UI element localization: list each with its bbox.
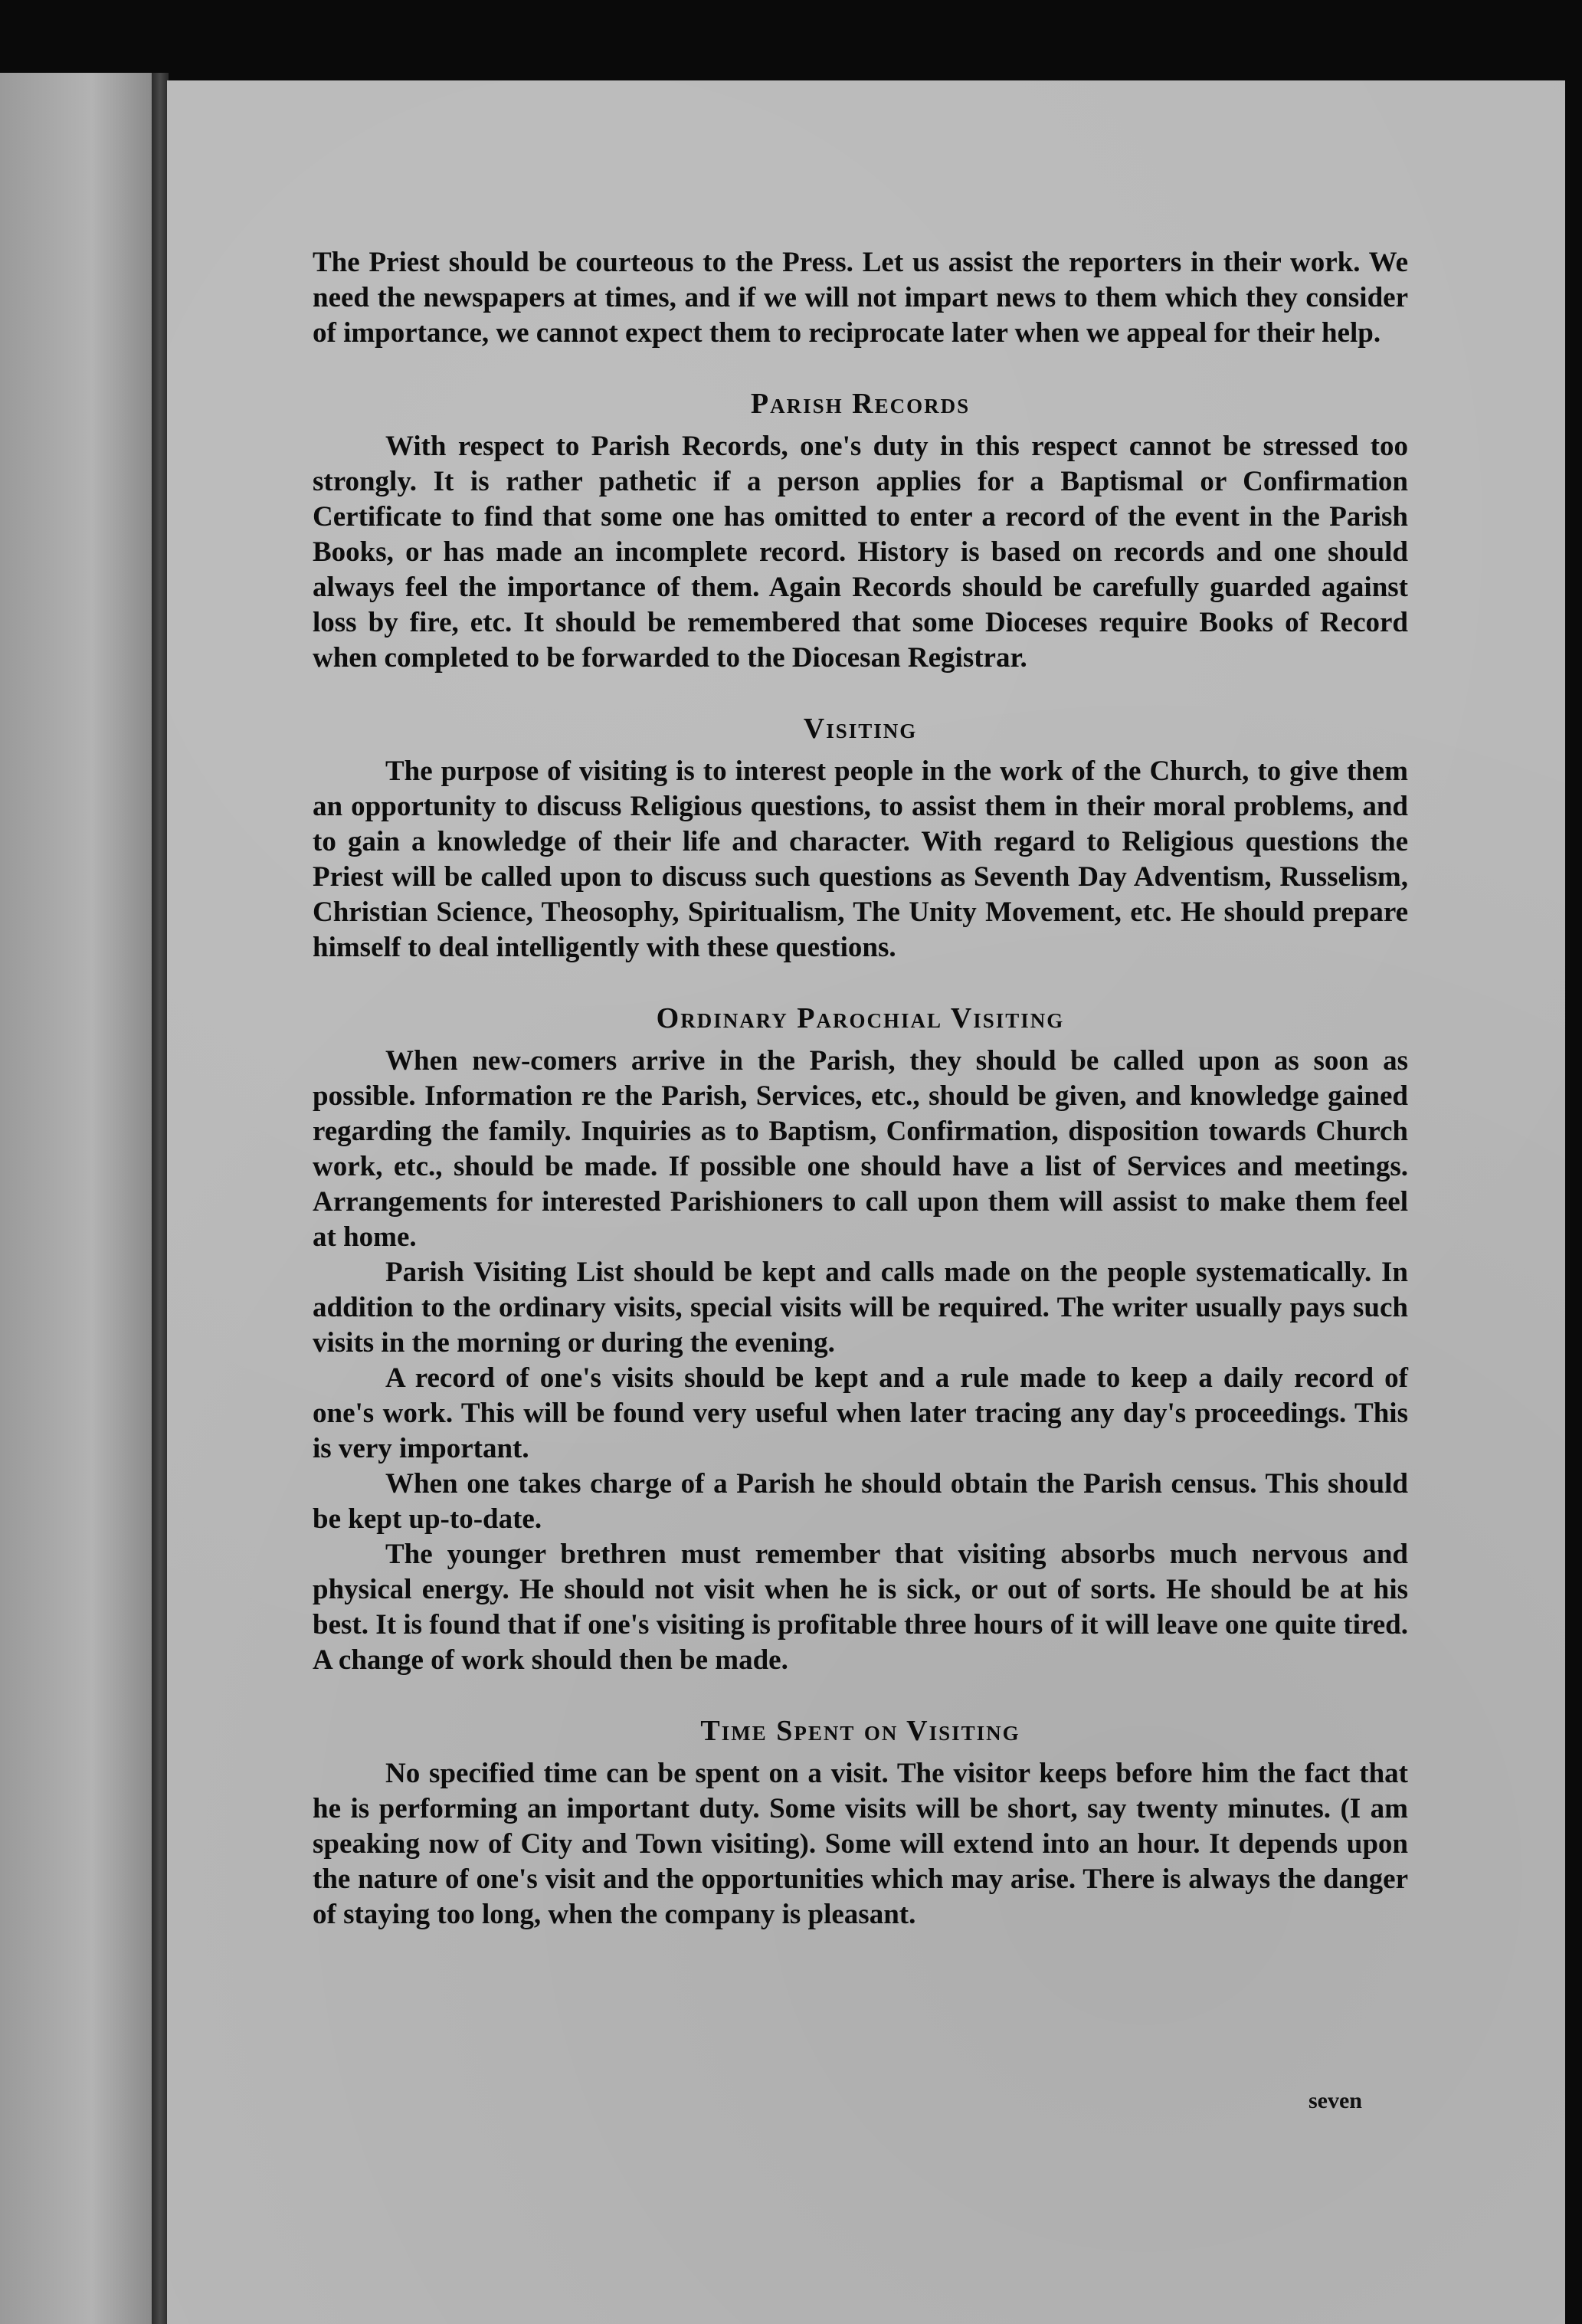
paragraph: The younger brethren must remember that visiting absorbs much nervous and physical energy. He should not visit when he is sick, or out of sorts. He should be at his best. It is found that if one's visiting is profitable three hours of it will leave one quite tired. A change of work should then be made. xyxy=(313,1539,1408,1676)
paragraph: Parish Visiting List should be kept and calls made on the people systematically. In addition to the ordinary visits, special visits will be required. The writer usually pays such visits in the morning or during the evening. xyxy=(313,1257,1408,1359)
paragraph: The purpose of visiting is to interest people in the work of the Church, to give them an opportunity to discuss Religious questions, to assist them in their moral problems, and to gain a knowledge of their life and character. With regard to Religious questions the Priest will be called upon to discuss such questions as Seventh Day Adventism, Russelism, Christian Science, Theosophy, Spiritualism, The Unity Movement, etc. He should prepare himself to deal intelligently with these questions. xyxy=(313,756,1408,963)
page-text xyxy=(313,245,1408,1932)
paragraph: When new-comers arrive in the Parish, they should be called upon as soon as possible. Information re the Parish, Services, etc., should be given, and knowledge gained regarding the family. Inquiries as to Baptism, Confirmation, disposition towards Church work, etc., should be made. If possible one should have a list of Services and meetings. Arrangements for interested Parishioners to call upon them will assist to make them feel at home. xyxy=(313,1045,1408,1253)
section-heading-parish-records: Parish Records xyxy=(750,388,971,420)
section-heading-visiting: Visiting xyxy=(803,713,918,745)
section-heading-time-spent-on-visiting: Time Spent on Visiting xyxy=(700,1715,1020,1747)
page-number: seven xyxy=(1309,2088,1362,2113)
facing-page-edge xyxy=(0,73,153,2324)
paragraph: With respect to Parish Records, one's duty in this respect cannot be stressed too strongly. It is rather pathetic if a person applies for a Baptismal or Confirmation Certificate to find that some one has omitted to enter a record of the event in the Parish Books, or has made an incomplete record. History is based on records and one should always feel the importance of them. Again Records should be carefully guarded against loss by fire, etc. It should be remembered that some Dioceses require Books of Record when completed to be forwarded to the Diocesan Registrar. xyxy=(313,431,1408,674)
book-gutter xyxy=(152,73,169,2324)
section-heading-ordinary-parochial-visiting: Ordinary Parochial Visiting xyxy=(656,1002,1065,1034)
paragraph: No specified time can be spent on a visit. The visitor keeps before him the fact that he is performing an important duty. Some visits will be short, say twenty minutes. (I am speaking now of City and Town visiting). Some will extend into an hour. It depends upon the nature of one's visit and the opportunities which may arise. There is always the danger of staying too long, when the company is pleasant. xyxy=(313,1758,1408,1930)
intro-paragraph: The Priest should be courteous to the Press. Let us assist the reporters in their work. We need the newspapers at times, and if we will not impart news to them which they consider of importance, we cannot expect them to reciprocate later when we appeal for their help. xyxy=(313,247,1408,349)
paragraph: When one takes charge of a Parish he should obtain the Parish census. This should be kept up-to-date. xyxy=(313,1468,1408,1535)
paragraph: A record of one's visits should be kept and a rule made to keep a daily record of one's work. This will be found very useful when later tracing any day's proceedings. This is very important. xyxy=(313,1362,1408,1464)
document-page xyxy=(167,80,1565,2324)
